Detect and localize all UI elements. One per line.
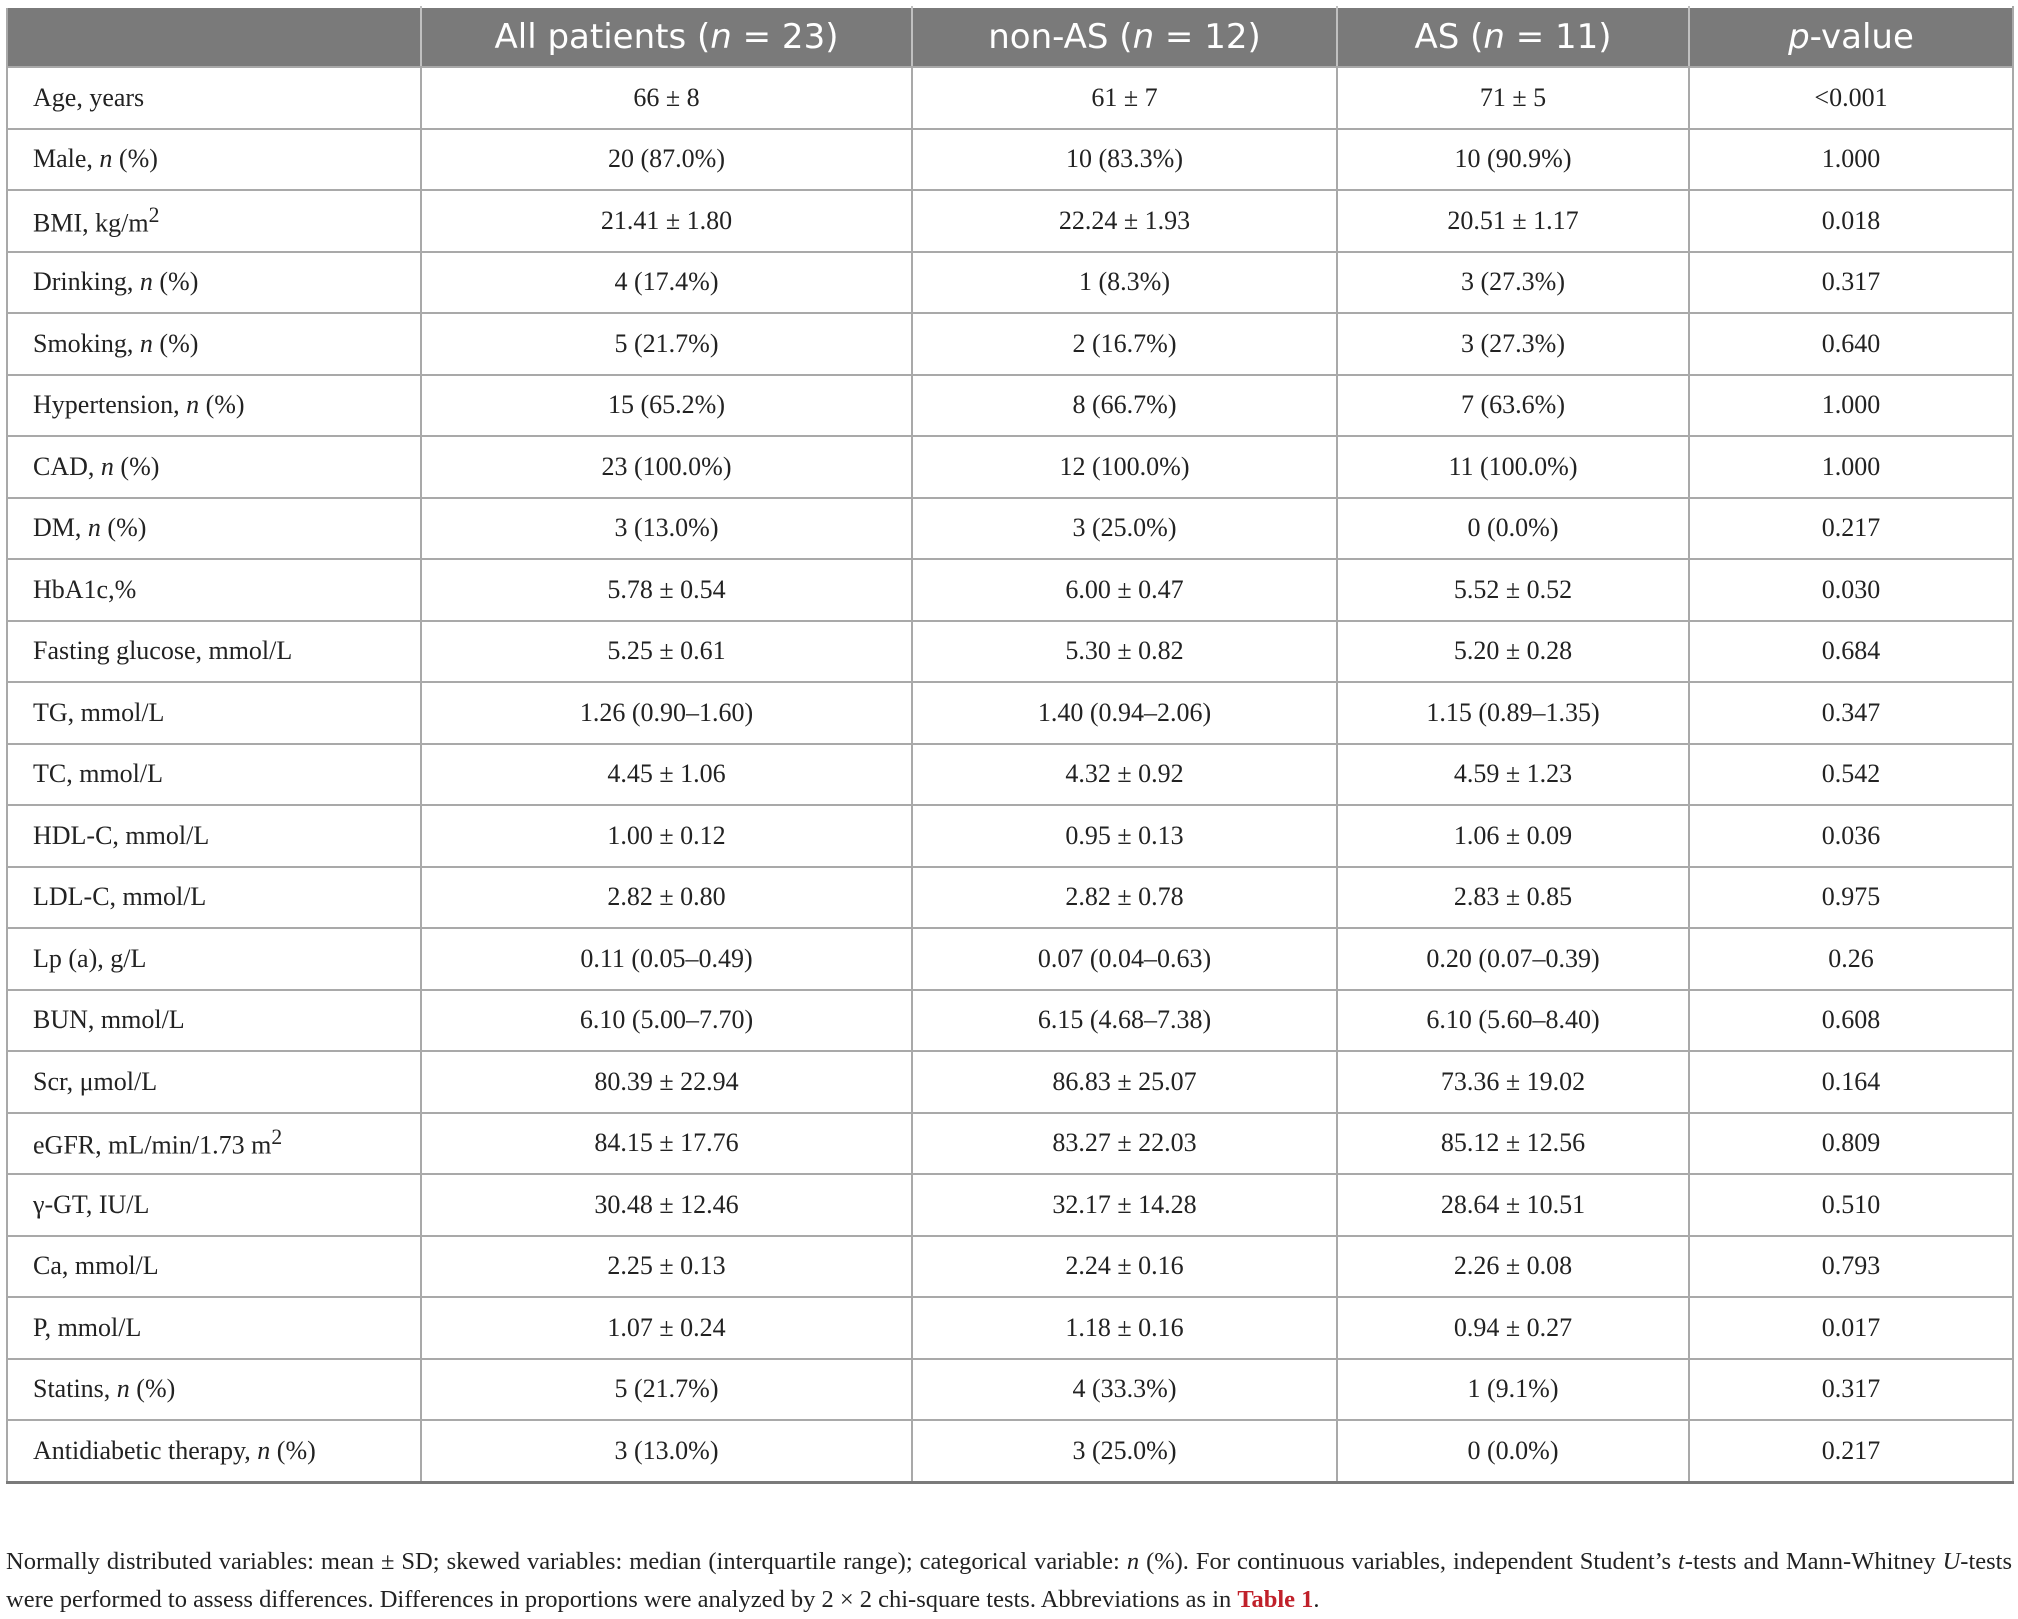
table-cell: 28.64 ± 10.51 xyxy=(1337,1174,1689,1236)
table-cell: 3 (27.3%) xyxy=(1337,313,1689,375)
table-cell: 0.164 xyxy=(1689,1051,2013,1113)
table-cell: 4 (33.3%) xyxy=(912,1359,1337,1421)
table-cell: 0.217 xyxy=(1689,1420,2013,1482)
footnote-text-3: -tests and Mann-Whitney xyxy=(1684,1547,1943,1575)
table-cell: 1.15 (0.89–1.35) xyxy=(1337,682,1689,744)
table-cell: 0.20 (0.07–0.39) xyxy=(1337,928,1689,990)
row-label-text: eGFR, mL/min/1.73 m xyxy=(33,1131,272,1161)
row-label xyxy=(7,1051,421,1113)
table-cell: 73.36 ± 19.02 xyxy=(1337,1051,1689,1113)
row-label xyxy=(7,1236,421,1298)
column-header xyxy=(7,7,421,67)
table-cell: 2 (16.7%) xyxy=(912,313,1337,375)
table-cell: 0.017 xyxy=(1689,1297,2013,1359)
table-cell: 0.217 xyxy=(1689,498,2013,560)
row-label xyxy=(7,67,421,129)
table-row xyxy=(7,129,2013,191)
table-cell: 1.00 ± 0.12 xyxy=(421,805,912,867)
table-cell: 0.347 xyxy=(1689,682,2013,744)
column-header xyxy=(1689,7,2013,67)
table-row xyxy=(7,252,2013,314)
table-row xyxy=(7,313,2013,375)
table-cell: 20 (87.0%) xyxy=(421,129,912,191)
table-cell: 6.15 (4.68–7.38) xyxy=(912,990,1337,1052)
footnote-text-4: -tests were performed to assess differences. Differences in proportions were analyzed by 2 × 2 chi-square tests. Abbreviations as in xyxy=(6,1547,2012,1613)
row-label-text: BMI, kg/m xyxy=(33,208,149,238)
row-label-text: Fasting glucose, mmol/L xyxy=(33,636,293,666)
row-label-text: Ca, mmol/L xyxy=(33,1251,159,1281)
table-cell: 0.11 (0.05–0.49) xyxy=(421,928,912,990)
table-cell: 5.25 ± 0.61 xyxy=(421,621,912,683)
table-cell: 3 (25.0%) xyxy=(912,498,1337,560)
table-row xyxy=(7,621,2013,683)
table-row xyxy=(7,744,2013,806)
row-label xyxy=(7,1113,421,1175)
row-label-suffix: (%) xyxy=(152,328,199,358)
row-label-italic: n xyxy=(139,267,153,297)
row-label xyxy=(7,498,421,560)
table-cell: 3 (13.0%) xyxy=(421,498,912,560)
column-header-text: All patients ( xyxy=(494,17,711,57)
column-header-italic: n xyxy=(710,17,732,57)
table-cell: 0.317 xyxy=(1689,252,2013,314)
table-cell: 1.18 ± 0.16 xyxy=(912,1297,1337,1359)
row-label-text: Age, years xyxy=(33,82,145,112)
row-label xyxy=(7,990,421,1052)
table-cell: 0.94 ± 0.27 xyxy=(1337,1297,1689,1359)
table-cell: 80.39 ± 22.94 xyxy=(421,1051,912,1113)
table-cell: 2.25 ± 0.13 xyxy=(421,1236,912,1298)
row-label-text: Drinking, xyxy=(33,267,140,297)
table-cell: 20.51 ± 1.17 xyxy=(1337,190,1689,252)
row-label-text: Antidiabetic therapy, xyxy=(33,1435,258,1465)
table-cell: <0.001 xyxy=(1689,67,2013,129)
column-header-text-end: = 12) xyxy=(1154,17,1261,57)
column-header-italic: n xyxy=(1483,17,1505,57)
table-cell: 0.793 xyxy=(1689,1236,2013,1298)
table-cell: 4 (17.4%) xyxy=(421,252,912,314)
table-row xyxy=(7,1297,2013,1359)
row-label-suffix: (%) xyxy=(112,144,158,174)
table-cell: 0.684 xyxy=(1689,621,2013,683)
row-label-text: LDL-C, mmol/L xyxy=(33,882,207,912)
table-cell: 4.59 ± 1.23 xyxy=(1337,744,1689,806)
table-row xyxy=(7,990,2013,1052)
table-row xyxy=(7,498,2013,560)
table-cell: 1.06 ± 0.09 xyxy=(1337,805,1689,867)
table-1-link[interactable]: Table 1 xyxy=(1237,1585,1314,1613)
patient-characteristics-table xyxy=(6,6,2014,1484)
table-cell: 6.00 ± 0.47 xyxy=(912,559,1337,621)
footnote-italic-t: t xyxy=(1677,1547,1685,1575)
table-cell: 1.07 ± 0.24 xyxy=(421,1297,912,1359)
table-cell: 0.809 xyxy=(1689,1113,2013,1175)
table-row xyxy=(7,436,2013,498)
table-cell: 5.78 ± 0.54 xyxy=(421,559,912,621)
table-cell: 3 (25.0%) xyxy=(912,1420,1337,1482)
table-cell: 2.24 ± 0.16 xyxy=(912,1236,1337,1298)
table-cell: 5.20 ± 0.28 xyxy=(1337,621,1689,683)
table-cell: 2.82 ± 0.78 xyxy=(912,867,1337,929)
row-label-suffix: (%) xyxy=(270,1435,316,1465)
column-header-text: AS ( xyxy=(1414,17,1484,57)
row-label-suffix: (%) xyxy=(129,1374,176,1404)
column-header-text: non-AS ( xyxy=(988,17,1133,57)
table-row xyxy=(7,928,2013,990)
row-label xyxy=(7,621,421,683)
row-label xyxy=(7,1420,421,1482)
table-cell: 30.48 ± 12.46 xyxy=(421,1174,912,1236)
table-cell: 83.27 ± 22.03 xyxy=(912,1113,1337,1175)
row-label xyxy=(7,682,421,744)
row-label-text: Scr, μmol/L xyxy=(33,1066,158,1096)
row-label-suffix: (%) xyxy=(100,513,147,543)
row-label-italic: n xyxy=(116,1374,130,1404)
row-label xyxy=(7,436,421,498)
table-cell: 8 (66.7%) xyxy=(912,375,1337,437)
table-cell: 1.000 xyxy=(1689,129,2013,191)
table-cell: 0.030 xyxy=(1689,559,2013,621)
table-cell: 0.975 xyxy=(1689,867,2013,929)
table-cell: 15 (65.2%) xyxy=(421,375,912,437)
column-header xyxy=(1337,7,1689,67)
footnote-text-5: . xyxy=(1313,1585,1320,1613)
table-cell: 0 (0.0%) xyxy=(1337,1420,1689,1482)
table-cell: 0.07 (0.04–0.63) xyxy=(912,928,1337,990)
column-header-text-end: -value xyxy=(1809,17,1914,57)
table-cell: 11 (100.0%) xyxy=(1337,436,1689,498)
column-header-italic: n xyxy=(1132,17,1155,57)
row-label xyxy=(7,744,421,806)
table-cell: 4.45 ± 1.06 xyxy=(421,744,912,806)
row-label-text: HDL-C, mmol/L xyxy=(33,820,210,850)
table-cell: 4.32 ± 0.92 xyxy=(912,744,1337,806)
table-row xyxy=(7,867,2013,929)
row-label-text: TC, mmol/L xyxy=(33,759,163,789)
row-label xyxy=(7,375,421,437)
table-cell: 84.15 ± 17.76 xyxy=(421,1113,912,1175)
row-label xyxy=(7,928,421,990)
row-label-text: Hypertension, xyxy=(33,390,187,420)
row-label xyxy=(7,1297,421,1359)
row-label-suffix: (%) xyxy=(113,451,160,481)
row-label xyxy=(7,867,421,929)
row-label-italic: n xyxy=(139,328,153,358)
footnote-italic-n: n xyxy=(1126,1547,1140,1575)
table-cell: 3 (27.3%) xyxy=(1337,252,1689,314)
table-header-row xyxy=(7,7,2013,67)
row-label-italic: n xyxy=(257,1435,271,1465)
table-cell: 22.24 ± 1.93 xyxy=(912,190,1337,252)
table-cell: 6.10 (5.00–7.70) xyxy=(421,990,912,1052)
column-header-text-end: = 11) xyxy=(1504,17,1612,57)
table-cell: 5 (21.7%) xyxy=(421,1359,912,1421)
table-row xyxy=(7,1174,2013,1236)
table-cell: 85.12 ± 12.56 xyxy=(1337,1113,1689,1175)
table-cell: 0.510 xyxy=(1689,1174,2013,1236)
row-label xyxy=(7,252,421,314)
table-cell: 21.41 ± 1.80 xyxy=(421,190,912,252)
row-label-superscript: 2 xyxy=(148,202,160,227)
table-footnote xyxy=(6,1543,2012,1619)
table-cell: 0 (0.0%) xyxy=(1337,498,1689,560)
row-label-text: Smoking, xyxy=(33,328,140,358)
row-label xyxy=(7,559,421,621)
table-cell: 23 (100.0%) xyxy=(421,436,912,498)
row-label-text: Statins, xyxy=(33,1374,117,1404)
table-cell: 2.82 ± 0.80 xyxy=(421,867,912,929)
row-label-text: DM, xyxy=(33,513,88,543)
table-cell: 66 ± 8 xyxy=(421,67,912,129)
table-cell: 0.036 xyxy=(1689,805,2013,867)
table-cell: 5.52 ± 0.52 xyxy=(1337,559,1689,621)
table-cell: 1.26 (0.90–1.60) xyxy=(421,682,912,744)
table-cell: 0.317 xyxy=(1689,1359,2013,1421)
table-cell: 2.26 ± 0.08 xyxy=(1337,1236,1689,1298)
row-label-suffix: (%) xyxy=(199,390,245,420)
table-cell: 5.30 ± 0.82 xyxy=(912,621,1337,683)
table-row xyxy=(7,1236,2013,1298)
table-cell: 71 ± 5 xyxy=(1337,67,1689,129)
table-cell: 1.40 (0.94–2.06) xyxy=(912,682,1337,744)
table-cell: 32.17 ± 14.28 xyxy=(912,1174,1337,1236)
row-label-text: BUN, mmol/L xyxy=(33,1005,185,1035)
row-label-superscript: 2 xyxy=(271,1125,283,1150)
row-label-italic: n xyxy=(99,144,113,174)
table-cell: 2.83 ± 0.85 xyxy=(1337,867,1689,929)
row-label-suffix: (%) xyxy=(152,267,199,297)
column-header xyxy=(421,7,912,67)
table-cell: 1 (9.1%) xyxy=(1337,1359,1689,1421)
row-label xyxy=(7,313,421,375)
table-row xyxy=(7,67,2013,129)
table-cell: 10 (90.9%) xyxy=(1337,129,1689,191)
table-row xyxy=(7,1051,2013,1113)
row-label-text: TG, mmol/L xyxy=(33,697,165,727)
table-cell: 6.10 (5.60–8.40) xyxy=(1337,990,1689,1052)
table-cell: 0.018 xyxy=(1689,190,2013,252)
table-cell: 1.000 xyxy=(1689,375,2013,437)
table-row xyxy=(7,1359,2013,1421)
table-cell: 3 (13.0%) xyxy=(421,1420,912,1482)
table-cell: 0.608 xyxy=(1689,990,2013,1052)
table-cell: 10 (83.3%) xyxy=(912,129,1337,191)
table-row xyxy=(7,805,2013,867)
row-label xyxy=(7,190,421,252)
table-cell: 0.26 xyxy=(1689,928,2013,990)
row-label-text: Lp (a), g/L xyxy=(33,943,147,973)
row-label xyxy=(7,1174,421,1236)
table-cell: 7 (63.6%) xyxy=(1337,375,1689,437)
table-container xyxy=(6,6,2012,1484)
table-cell: 1.000 xyxy=(1689,436,2013,498)
row-label xyxy=(7,805,421,867)
table-body xyxy=(7,67,2013,1482)
table-cell: 5 (21.7%) xyxy=(421,313,912,375)
table-row xyxy=(7,190,2013,252)
column-header xyxy=(912,7,1337,67)
table-cell: 0.95 ± 0.13 xyxy=(912,805,1337,867)
footnote-italic-u: U xyxy=(1942,1547,1961,1575)
table-row xyxy=(7,682,2013,744)
column-header-text-end: = 23) xyxy=(731,17,839,57)
table-cell: 0.542 xyxy=(1689,744,2013,806)
table-row xyxy=(7,559,2013,621)
table-row xyxy=(7,1420,2013,1482)
row-label-text: HbA1c,% xyxy=(33,574,137,604)
table-row xyxy=(7,1113,2013,1175)
footnote-text-2: (%). For continuous variables, independent Student’s xyxy=(1139,1547,1678,1575)
row-label-italic: n xyxy=(186,390,200,420)
table-cell: 86.83 ± 25.07 xyxy=(912,1051,1337,1113)
row-label-text: Male, xyxy=(33,144,100,174)
row-label-italic: n xyxy=(87,513,101,543)
footnote-text-1: Normally distributed variables: mean ± SD; skewed variables: median (interquartile range); categorical variable: xyxy=(6,1547,1127,1575)
row-label xyxy=(7,1359,421,1421)
table-cell: 1 (8.3%) xyxy=(912,252,1337,314)
table-cell: 0.640 xyxy=(1689,313,2013,375)
row-label-italic: n xyxy=(100,451,114,481)
table-row xyxy=(7,375,2013,437)
table-cell: 61 ± 7 xyxy=(912,67,1337,129)
row-label xyxy=(7,129,421,191)
table-cell: 12 (100.0%) xyxy=(912,436,1337,498)
column-header-italic: p xyxy=(1788,17,1810,57)
row-label-text: P, mmol/L xyxy=(33,1312,142,1342)
row-label-text: CAD, xyxy=(33,451,101,481)
row-label-text: γ-GT, IU/L xyxy=(33,1189,150,1219)
